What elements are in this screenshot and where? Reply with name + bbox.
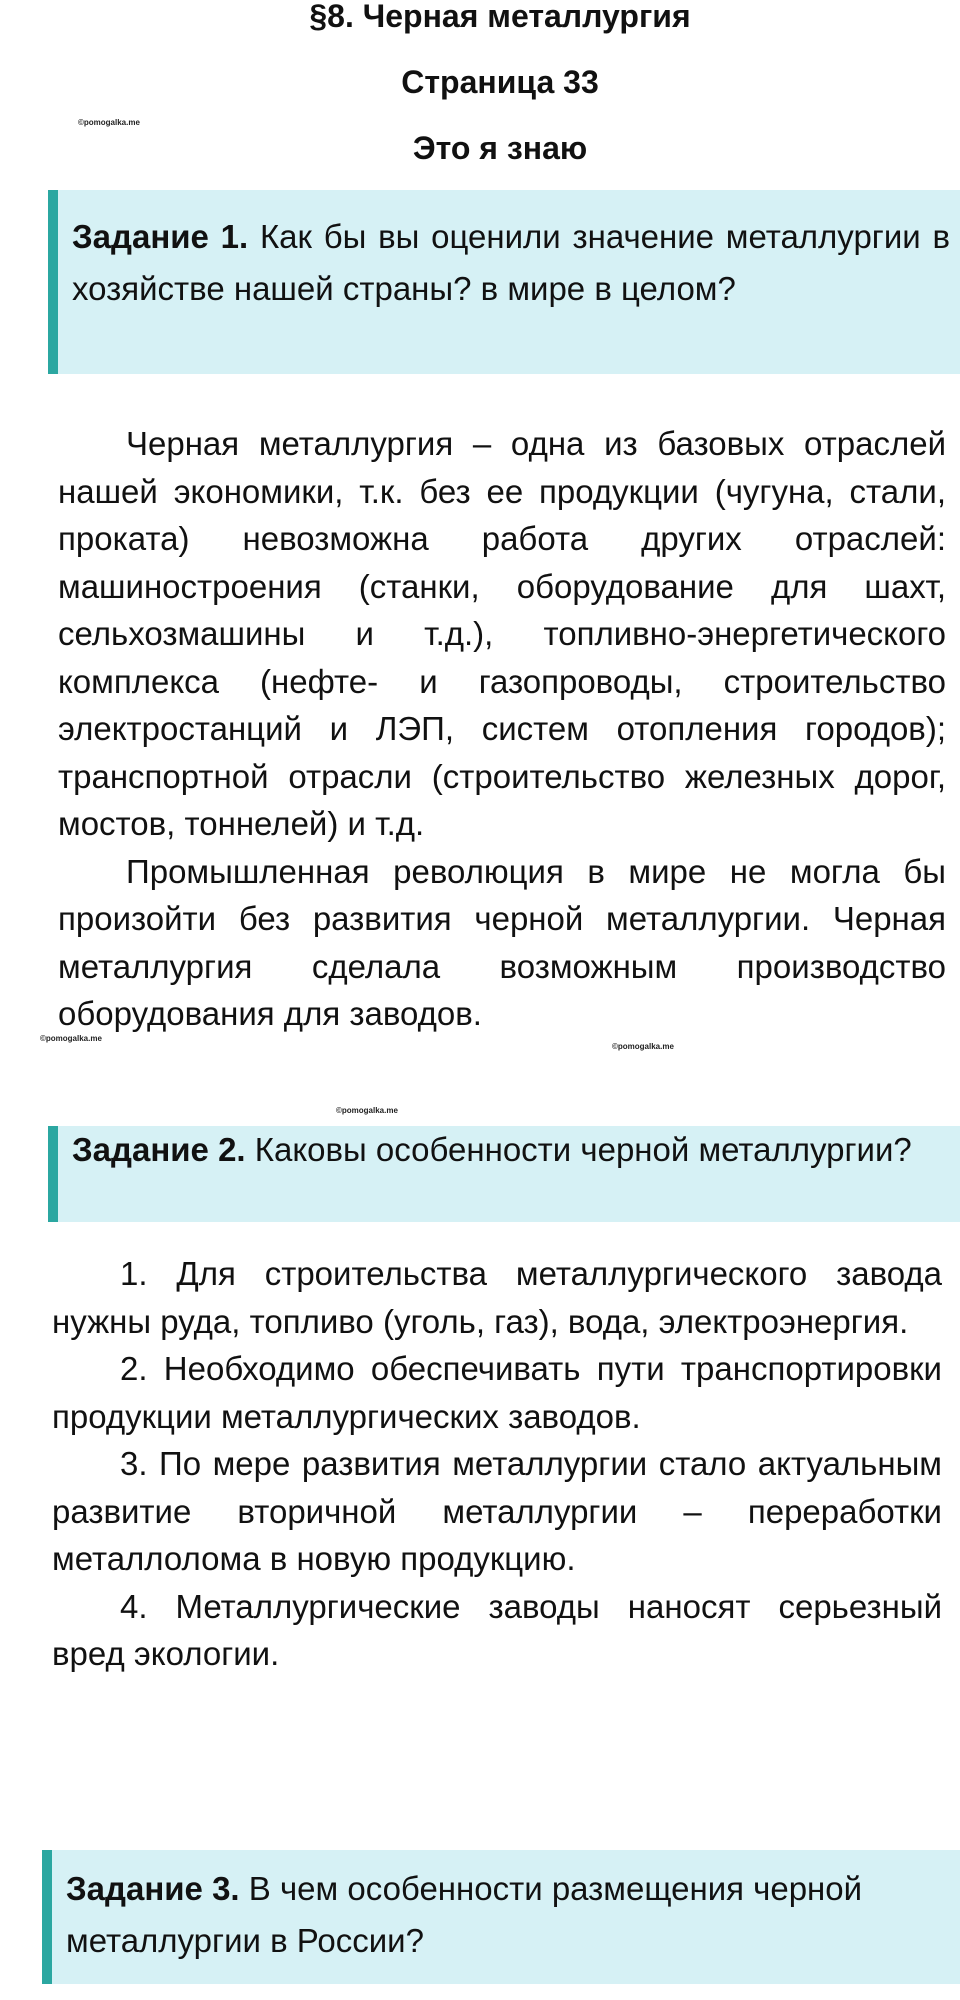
list-item: 1. Для строительства металлургического завода нужны руда, топливо (уголь, газ), вода, электроэнергия. [52, 1255, 942, 1340]
answer-paragraph: Промышленная революция в мире не могла бы произойти без развития черной металлургии. Черная металлургия сделала возможным производство оборудования для заводов. [58, 852, 946, 1032]
task-question: В чем особенности размещения черной металлургии в России? [66, 1870, 863, 1959]
list-item: 3. По мере развития металлургии стало актуальным развитие вторичной металлургии – переработки металлолома в новую продукцию. [52, 1445, 942, 1577]
task-label: Задание 1. [72, 218, 249, 255]
task-2-box [48, 1126, 960, 1222]
answer-paragraph: Черная металлургия – одна из базовых отраслей нашей экономики, т.к. без ее продукции (чугуна, стали, проката) невозможна работа других отраслей: машиностроения (станки, оборудование для шахт, сельхозмашины и т.д.), топливно-энергетического комплекса (нефте- и газопроводы, строительство электростанций и ЛЭП, систем отопления городов); транспортной отрасли (строительство железных дорог, мостов, тоннелей) и т.д. [58, 425, 946, 842]
task-question: Каковы особенности черной металлургии? [254, 1131, 912, 1168]
task-1-box [48, 190, 960, 374]
page-number: Страница 33 [401, 64, 599, 100]
watermark: ©pomogalka.me [78, 118, 140, 127]
task-3-box [42, 1850, 960, 1984]
list-item: 4. Металлургические заводы наносят серьезный вред экологии. [52, 1587, 942, 1672]
task-label: Задание 3. [66, 1870, 240, 1907]
watermark: ©pomogalka.me [612, 1042, 674, 1051]
answer-2 [52, 1250, 942, 1678]
answer-1 [58, 420, 946, 1038]
list-item: 2. Необходимо обеспечивать пути транспортировки продукции металлургических заводов. [52, 1350, 942, 1435]
chapter-title: §8. Черная металлургия [309, 0, 691, 34]
task-label: Задание 2. [72, 1131, 246, 1168]
watermark: ©pomogalka.me [336, 1106, 398, 1115]
watermark: ©pomogalka.me [40, 1034, 102, 1043]
section-title: Это я знаю [412, 130, 588, 166]
task-question: Как бы вы оценили значение металлургии в хозяйстве нашей страны? в мире в целом? [72, 218, 950, 307]
